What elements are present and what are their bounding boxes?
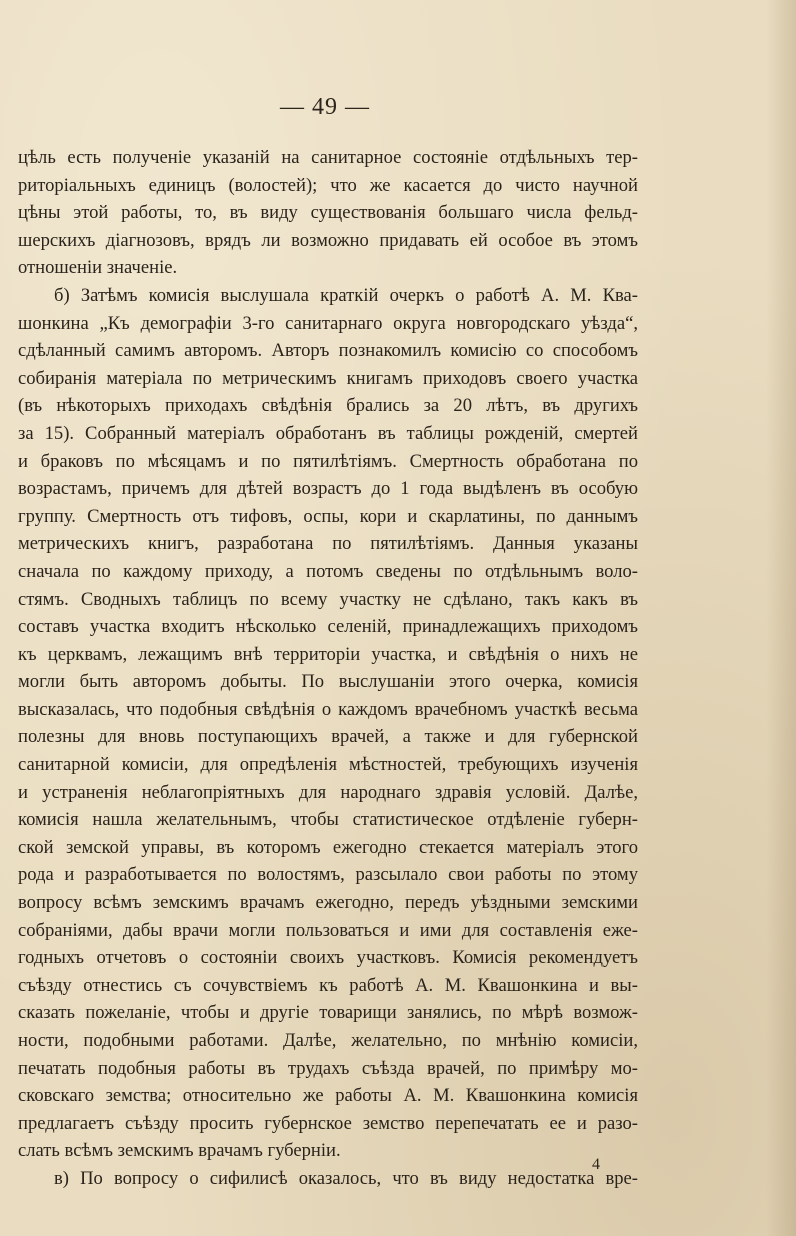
- text-line: за 15). Собранный матеріалъ обработанъ въ таблицы рожденій, смертей: [18, 422, 638, 444]
- text-line: собиранія матеріала по метрическимъ книгамъ приходовъ своего участка: [18, 367, 638, 389]
- text-line: шерскихъ діагнозовъ, врядъ ли возможно придавать ей особое въ этомъ: [18, 229, 638, 251]
- text-line: и устраненія неблагопріятныхъ для народнаго здравія условій. Далѣе,: [18, 781, 638, 803]
- text-line: цѣны этой работы, то, въ виду существованія большаго числа фельд-: [18, 202, 638, 224]
- page-edge-shadow: [766, 0, 796, 1236]
- text-line: могли быть авторомъ добыты. По выслушаніи этого очерка, комисія: [18, 671, 638, 693]
- text-line: сначала по каждому приходу, а потомъ сведены по отдѣльнымъ воло-: [18, 560, 638, 582]
- text-line: къ церквамъ, лежащимъ внѣ территоріи участка, и свѣдѣнія о нихъ не: [18, 643, 638, 665]
- text-line: и браковъ по мѣсяцамъ и по пятилѣтіямъ. Смертность обработана по: [18, 450, 638, 472]
- body-text: [18, 144, 638, 1193]
- text-line: сковскаго земства; относительно же работы А. М. Квашонкина комисія: [18, 1085, 638, 1107]
- text-line: полезны для вновь поступающихъ врачей, а также и для губернской: [18, 726, 638, 748]
- text-line: сдѣланный самимъ авторомъ. Авторъ познакомилъ комисію со способомъ: [18, 340, 638, 362]
- page-number: — 49 —: [280, 94, 370, 120]
- text-line: группу. Смертность отъ тифовъ, оспы, кори и скарлатины, по даннымъ: [18, 505, 638, 527]
- text-line: стямъ. Сводныхъ таблицъ по всему участку не сдѣлано, такъ какъ въ: [18, 588, 638, 610]
- text-line: цѣль есть полученіе указаній на санитарное состояніе отдѣльныхъ тер-: [18, 147, 638, 168]
- text-line: б) Затѣмъ комисія выслушала краткій очеркъ о работѣ А. М. Ква-: [54, 284, 638, 306]
- text-line: съѣзду отнестись съ сочувствіемъ къ работѣ А. М. Квашонкина и вы-: [18, 974, 638, 996]
- text-line: составъ участка входитъ нѣсколько селеній, принадлежащихъ приходомъ: [18, 616, 638, 638]
- text-line: рода и разработывается по волостямъ, разсылало свои работы по этому: [18, 864, 638, 886]
- text-line: печатать подобныя работы въ трудахъ съѣзда врачей, по примѣру мо-: [18, 1057, 638, 1079]
- text-line: риторіальныхъ единицъ (волостей); что же касается до чисто научной: [18, 174, 638, 196]
- text-line: комисія нашла желательнымъ, чтобы статистическое отдѣленіе губерн-: [18, 809, 638, 831]
- signature-mark: 4: [592, 1156, 600, 1173]
- text-line: отношеніи значеніе.: [18, 257, 178, 279]
- text-line: вопросу всѣмъ земскимъ врачамъ ежегодно, передъ уѣздными земскими: [18, 892, 638, 914]
- text-line: собраніями, дабы врачи могли пользоваться и ими для составленія еже-: [18, 919, 638, 941]
- text-line: ности, подобными работами. Далѣе, желательно, по мнѣнію комисіи,: [18, 1030, 638, 1051]
- text-line: ской земской управы, въ которомъ ежегодно стекается матеріалъ этого: [18, 836, 638, 858]
- text-line: высказалась, что подобныя свѣдѣнія о каждомъ врачебномъ участкѣ весьма: [18, 698, 638, 720]
- text-line: предлагаетъ съѣзду просить губернское земство перепечатать ее и разо-: [18, 1112, 638, 1134]
- text-line: санитарной комисіи, для опредѣленія мѣстностей, требующихъ изученія: [18, 754, 638, 776]
- text-line: сказать пожеланіе, чтобы и другіе товарищи занялись, по мѣрѣ возмож-: [18, 1002, 638, 1024]
- text-line: годныхъ отчетовъ о состояніи своихъ участковъ. Комисія рекомендуетъ: [18, 947, 638, 969]
- text-line: шонкина „Къ демографіи 3-го санитарнаго округа новгородскаго уѣзда“,: [18, 312, 638, 334]
- text-line: метрическихъ книгъ, разработана по пятилѣтіямъ. Данныя указаны: [18, 533, 638, 555]
- text-line: (въ нѣкоторыхъ приходахъ свѣдѣнія брались за 20 лѣтъ, въ другихъ: [18, 395, 638, 417]
- text-line: в) По вопросу о сифилисѣ оказалось, что въ виду недостатка вре-: [54, 1167, 638, 1189]
- text-line: слать всѣмъ земскимъ врачамъ губерніи.: [18, 1140, 341, 1162]
- text-line: возрастамъ, причемъ для дѣтей возрастъ до 1 года выдѣленъ въ особую: [18, 478, 638, 500]
